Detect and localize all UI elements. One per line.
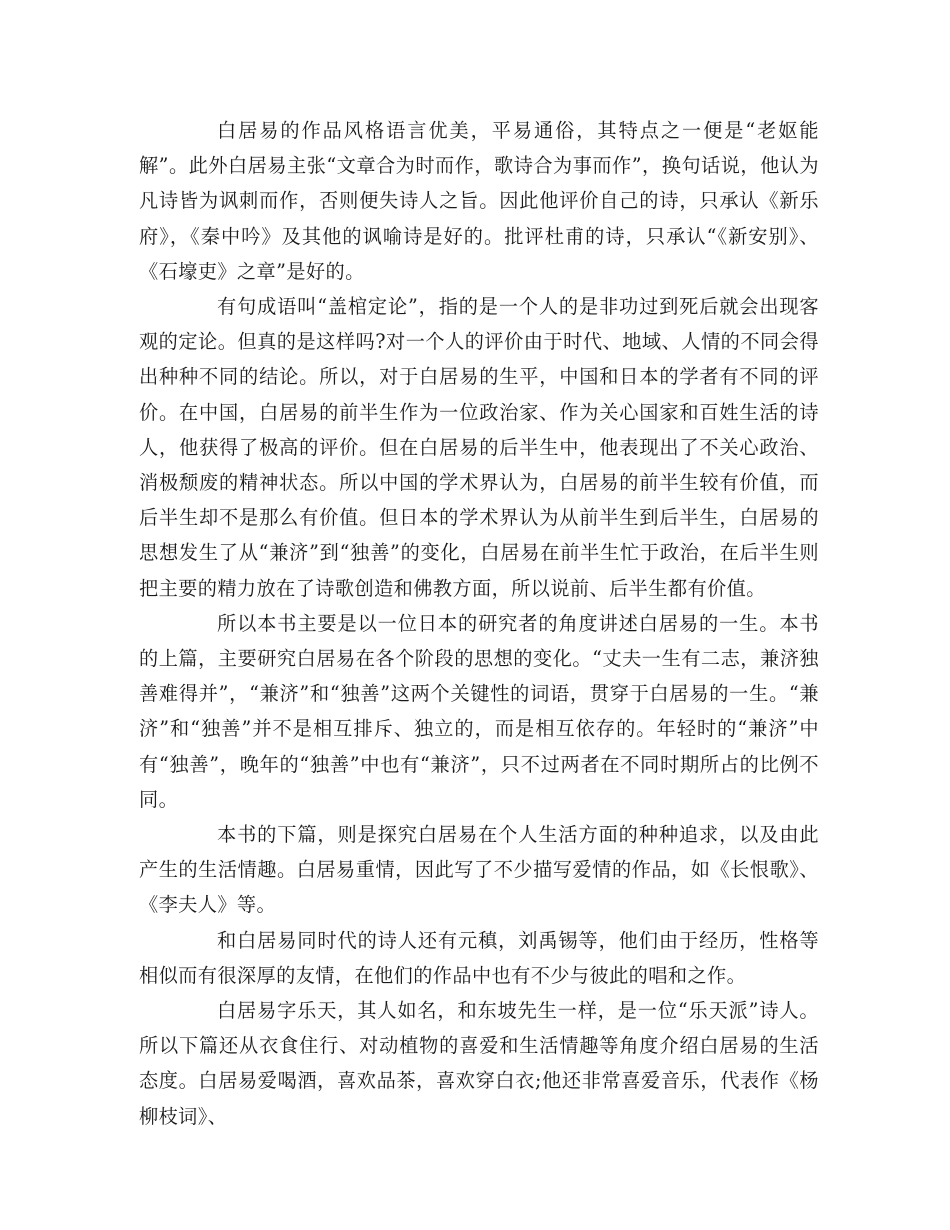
paragraph-5: 和白居易同时代的诗人还有元稹，刘禹锡等，他们由于经历，性格等相似而有很深厚的友情，在他们的作品中也有不少与彼此的唱和之作。 (139, 928, 819, 987)
paragraph-4: 本书的下篇，则是探究白居易在个人生活方面的种种追求，以及由此产生的生活情趣。白居易重情，因此写了不少描写爱情的作品，如《长恨歌》、《李夫人》等。 (139, 823, 819, 917)
paragraph-6: 白居易字乐天，其人如名，和东坡先生一样，是一位“乐天派”诗人。所以下篇还从衣食住行、对动植物的喜爱和生活情趣等角度介绍白居易的生活态度。白居易爱喝酒，喜欢品茶，喜欢穿白衣;他还非常喜爱音乐，代表作《杨柳枝词》、 (139, 999, 819, 1128)
paragraph-1: 白居易的作品风格语言优美，平易通俗，其特点之一便是“老妪能解”。此外白居易主张“文章合为时而作，歌诗合为事而作”，换句话说，他认为凡诗皆为讽刺而作，否则便失诗人之旨。因此他评价自己的诗，只承认《新乐府》，《秦中吟》及其他的讽喻诗是好的。批评杜甫的诗，只承认“《新安别》、《石壕吏》之章”是好的。 (139, 119, 819, 283)
document-body (139, 113, 819, 1134)
paragraph-3: 所以本书主要是以一位日本的研究者的角度讲述白居易的一生。本书的上篇，主要研究白居易在各个阶段的思想的变化。“丈夫一生有二志，兼济独善难得并”，“兼济”和“独善”这两个关键性的词语，贯穿于白居易的一生。“兼济”和“独善”并不是相互排斥、独立的，而是相互依存的。年轻时的“兼济”中有“独善”，晚年的“独善”中也有“兼济”，只不过两者在不同时期所占的比例不同。 (139, 611, 819, 811)
paragraph-2: 有句成语叫“盖棺定论”，指的是一个人的是非功过到死后就会出现客观的定论。但真的是这样吗?对一个人的评价由于时代、地域、人情的不同会得出种种不同的结论。所以，对于白居易的生平，中国和日本的学者有不同的评价。在中国，白居易的前半生作为一位政治家、作为关心国家和百姓生活的诗人，他获得了极高的评价。但在白居易的后半生中，他表现出了不关心政治、消极颓废的精神状态。所以中国的学术界认为，白居易的前半生较有价值，而后半生却不是那么有价值。但日本的学术界认为从前半生到后半生，白居易的思想发生了从“兼济”到“独善”的变化，白居易在前半生忙于政治，在后半生则把主要的精力放在了诗歌创造和佛教方面，所以说前、后半生都有价值。 (139, 295, 819, 600)
